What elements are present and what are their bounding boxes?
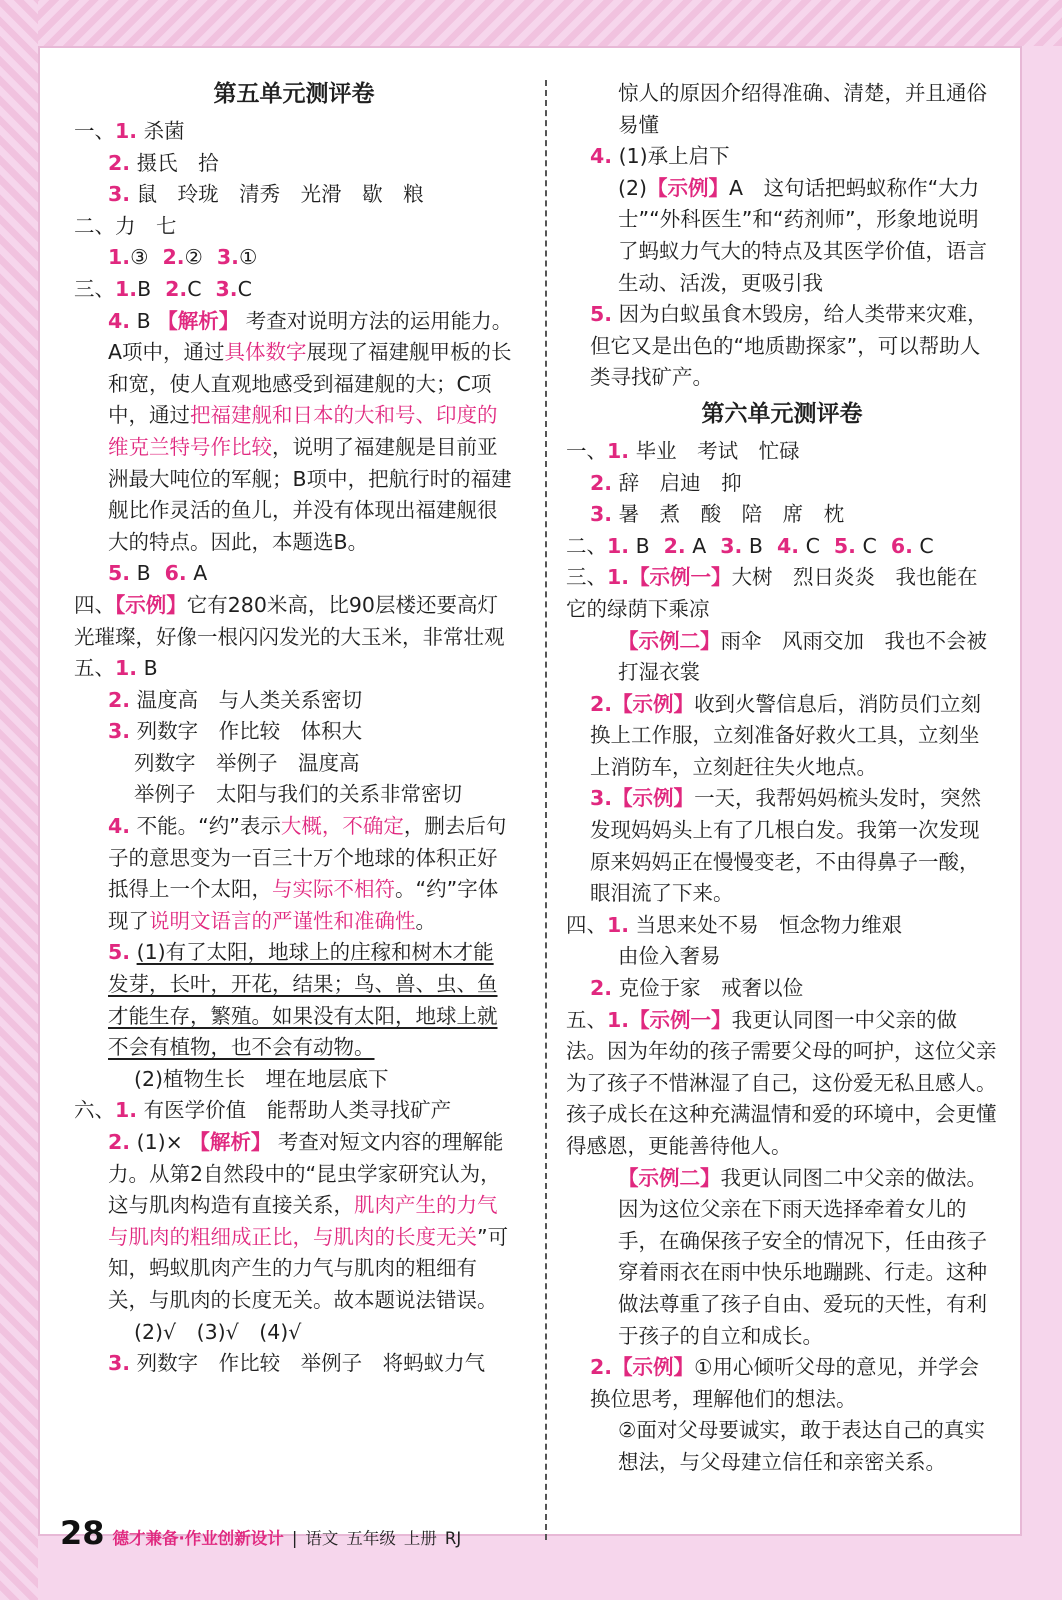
u6-q3-2: 2.【示例】收到火警信息后，消防员们立刻换上工作服，立刻准备好救火工具，立刻坐上消防车，立刻赶往失火地点。 [590, 691, 982, 779]
q6-5: 5. 因为白蚁虽食木毁房，给人类带来灾难，但它又是出色的“地质勘探家”，可以帮助人类寻找矿产。 [590, 302, 988, 390]
footer-term: 上册 [403, 1529, 437, 1548]
u6-q1-3: 3. 暑 煮 酸 陪 席 枕 [590, 502, 845, 527]
q5-3-line2: 列数字 举例子 温度高 [134, 750, 360, 775]
q1-2: 2. 摄氏 拾 [108, 150, 219, 175]
u6-q5-2: 2.【示例】①用心倾听父母的意见，并学会换位思考，理解他们的想法。 [590, 1355, 979, 1411]
column-divider [545, 80, 547, 1540]
q6-3: 3. 列数字 作比较 举例子 将蚂蚁力气 [108, 1351, 486, 1376]
right-column [566, 78, 998, 1479]
q5-1: 五、1. B [74, 656, 158, 681]
q1-1: 一、1. 杀菌 [74, 119, 185, 143]
footer-separator: | [291, 1529, 298, 1548]
q2-head: 二、力 七 [74, 213, 177, 238]
q5-2: 2. 温度高 与人类关系密切 [108, 687, 363, 712]
unit5-title: 第五单元测评卷 [213, 81, 375, 107]
u6-q3-1-ex2: 【示例二】雨伞 风雨交加 我也不会被打湿衣裳 [618, 628, 987, 685]
q1-3: 3. 鼠 玲珑 清秀 光滑 歇 粮 [108, 182, 424, 207]
q3-5-6: 5. B 6. A [108, 561, 208, 586]
u6-q1-1: 一、1. 毕业 考试 忙碌 [566, 438, 800, 463]
q6-3-cont: 惊人的原因介绍得准确、清楚，并且通俗易懂 [618, 81, 987, 137]
q5-5-part2: (2)植物生长 埋在地层底下 [134, 1066, 389, 1091]
u6-q1-2: 2. 辞 启迪 抑 [590, 470, 742, 495]
u6-q2: 二、1. B 2. A 3. B 4. C 5. C 6. C [566, 533, 934, 558]
u6-q4-1: 四、1. 当思来处不易 恒念物力维艰 [566, 912, 903, 937]
page-footer [60, 1514, 461, 1554]
q6-4-2: (2)【示例】A 这句话把蚂蚁称作“大力士”“外科医生”和“药剂师”，形象地说明了蚂蚁力气大的特点及其医学价值，语言生动、活泼，更吸引我 [618, 175, 987, 295]
decorative-border-top [0, 0, 1062, 46]
u6-q5-1: 五、1.【示例一】我更认同图一中父亲的做法。因为年幼的孩子需要父母的呵护，这位父亲为了孩子不惜淋湿了自己，这份爱无私且感人。孩子成长在这种充满温情和爱的环境中，会更懂得感恩，更能善待他人。 [566, 1007, 997, 1158]
unit6-title: 第六单元测评卷 [701, 400, 863, 427]
left-column [74, 74, 514, 1380]
q6-4: 4. (1)承上启下 [590, 144, 730, 169]
page-number: 28 [60, 1514, 105, 1552]
q3-4: 4. B 【解析】 考查对说明方法的运用能力。A项中，通过具体数字展现了福建舰甲板的长和宽，使人直观地感受到福建舰的大；C项中，通过把福建舰和日本的大和号、印度的维克兰特号作比较，说明了福建舰是目前亚洲最大吨位的军舰；B项中，把航行时的福建舰比作灵活的鱼儿，并没有体现出福建舰很大的特点。因此，本题选B。 [108, 308, 513, 554]
q5-4: 4. 不能。“约”表示大概，不确定，删去后句子的意思变为一百三十万个地球的体积正好抵得上一个太阳，与实际不相符。“约”字体现了说明文语言的严谨性和准确性。 [108, 814, 507, 933]
u6-q5-1-ex2: 【示例二】我更认同图二中父亲的做法。因为这位父亲在下雨天选择牵着女儿的手，在确保孩子安全的情况下，任由孩子穿着雨衣在雨中快乐地蹦跳、行走。这种做法尊重了孩子自由、爱玩的天性，有利于孩子的自立和成长。 [618, 1165, 987, 1348]
q6-1: 六、1. 有医学价值 能帮助人类寻找矿产 [74, 1098, 452, 1123]
q3-head: 三、1.B 2.C 3.C [74, 276, 252, 301]
footer-brand: 德才兼备·作业创新设计 [112, 1529, 284, 1548]
footer-grade: 五年级 [346, 1529, 396, 1548]
u6-q4-1-line2: 由俭入奢易 [618, 944, 721, 969]
u6-q3-3: 3.【示例】一天，我帮妈妈梳头发时，突然发现妈妈头上有了几根白发。我第一次发现原来妈妈正在慢慢变老，不由得鼻子一酸，眼泪流了下来。 [590, 786, 982, 906]
footer-edition: RJ [444, 1529, 462, 1548]
q5-3-line3: 举例子 太阳与我们的关系非常密切 [134, 782, 462, 807]
q5-5: 5. (1)有了太阳，地球上的庄稼和树木才能发芽，长叶，开花，结果；鸟、兽、虫、鱼才能生存，繁殖。如果没有太阳，地球上就不会有植物，也不会有动物。 [108, 940, 498, 1060]
q2-answers: 1.③ 2.② 3.① [108, 245, 258, 270]
q4: 四、【示例】它有280米高，比90层楼还要高灯光璀璨，好像一根闪闪发光的大玉米，非常壮观 [74, 592, 505, 649]
u6-q3-1: 三、1.【示例一】大树 烈日炎炎 我也能在它的绿荫下乘凉 [566, 565, 978, 621]
footer-subject: 语文 [305, 1529, 339, 1548]
decorative-border-left [0, 0, 38, 1600]
u6-q5-2-part2: ②面对父母要诚实，敢于表达自己的真实想法，与父母建立信任和亲密关系。 [618, 1418, 985, 1474]
q6-2-rest: (2)√ (3)√ (4)√ [134, 1319, 302, 1344]
q6-2: 2. (1)× 【解析】 考查对短文内容的理解能力。从第2自然段中的“昆虫学家研究认为，这与肌肉构造有直接关系，肌肉产生的力气与肌肉的粗细成正比，与肌肉的长度无关”可知，蚂蚁肌肉产生的力气与肌肉的粗细有关，与肌肉的长度无关。故本题说法错误。 [108, 1130, 509, 1312]
q5-3: 3. 列数字 作比较 体积大 [108, 719, 363, 744]
u6-q4-2: 2. 克俭于家 戒奢以俭 [590, 976, 804, 1001]
